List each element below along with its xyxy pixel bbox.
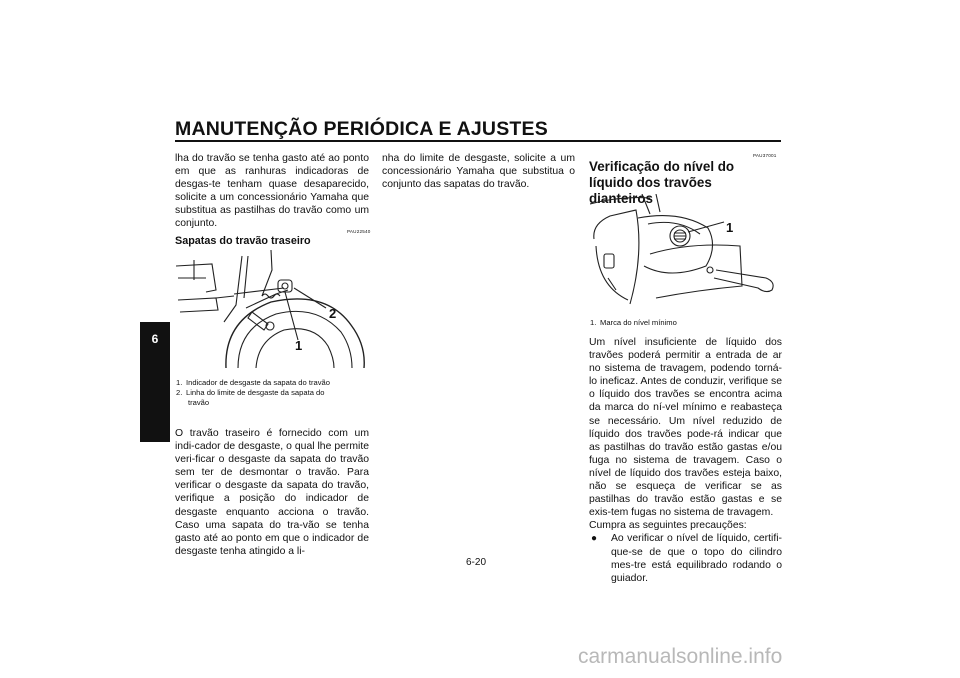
left-section-code: PAU22540 (347, 229, 371, 234)
caption-item: 1. Indicador de desgaste da sapata do travão (176, 378, 330, 387)
middle-column-text: nha do limite de desgaste, solicite a um concessionário Yamaha que substitua o conjunto das sapatas do travão. (382, 153, 575, 191)
page-header-title: MANUTENÇÃO PERIÓDICA E AJUSTES (175, 118, 548, 140)
caption-item: 2. Linha do limite de desgaste da sapata do (176, 388, 325, 397)
left-continued-text: lha do travão se tenha gasto até ao ponto em que as ranhuras indicadoras de desgas-te tenham quase desaparecido, solicite a um concessionário Yamaha que substitua as pastilhas do travão como um conjunto. (175, 153, 369, 230)
reservoir-caption: 1. Marca do nível mínimo (590, 318, 677, 327)
callout-1: 1 (726, 220, 734, 235)
rear-brake-shoes-heading: Sapatas do travão traseiro (175, 235, 311, 247)
chapter-tab (140, 322, 170, 442)
front-brake-fluid-body: Um nível insuficiente de líquido dos travões poderá permitir a entrada de ar no sistema de travagem, podendo torná-lo ineficaz. Antes de conduzir, verifique se o líquido dos travões se encontra acima da marca do ní-vel mínimo e reabasteça se necessário. Um nível reduzido de líquido dos travões pode-rá indicar que as pastilhas do travão estão gastas e/ou fuga no sistema de travagem. Caso o nível de líquido dos travões esteja baixo, não se esqueça de verificar se as pastilhas do travão estão gastas e se exis-tem fugas no sistema de travagem. Cumpra as seguintes precauções: ● Ao verificar o nível de líquido, certifi-que-se de que o topo do cilindro mes-tre está equilibrado rodando o guiador. (589, 337, 782, 584)
front-brake-fluid-title: Verificação do nível do líquido dos travões dianteiros (589, 159, 735, 206)
right-section-code: PAU37001 (753, 153, 777, 158)
brake-reservoir-illustration (590, 194, 782, 314)
caption-item-continuation: travão (188, 398, 210, 407)
precaution-item: ● Ao verificar o nível de líquido, certifi-que-se de que o topo do cilindro mes-tre está equilibrado rodando o guiador. (591, 533, 782, 584)
bullet-icon: ● (591, 533, 598, 545)
precautions-intro: Cumpra as seguintes precauções: (589, 520, 747, 532)
watermark: carmanualsonline.info (578, 645, 783, 668)
callout-1: 1 (295, 338, 303, 353)
callout-2: 2 (329, 306, 337, 321)
header-rule (175, 140, 781, 142)
page-number: 6-20 (466, 557, 487, 568)
rear-brake-captions (176, 378, 372, 408)
rear-brake-body: O travão traseiro é fornecido com um indi-cador de desgaste, o qual lhe permite veri-ficar o desgaste da sapata do travão sem ter de desmontar o travão. Para verificar o desgaste da sapata do travão, verifique a posição do indicador de desgaste enquanto acciona o travão. Caso uma sapata do tra-vão se tenha gasto até ao ponto em que o indicador de desgaste tenha atingido a li- (175, 428, 369, 557)
chapter-number: 6 (151, 332, 159, 346)
rear-brake-illustration (176, 250, 371, 370)
